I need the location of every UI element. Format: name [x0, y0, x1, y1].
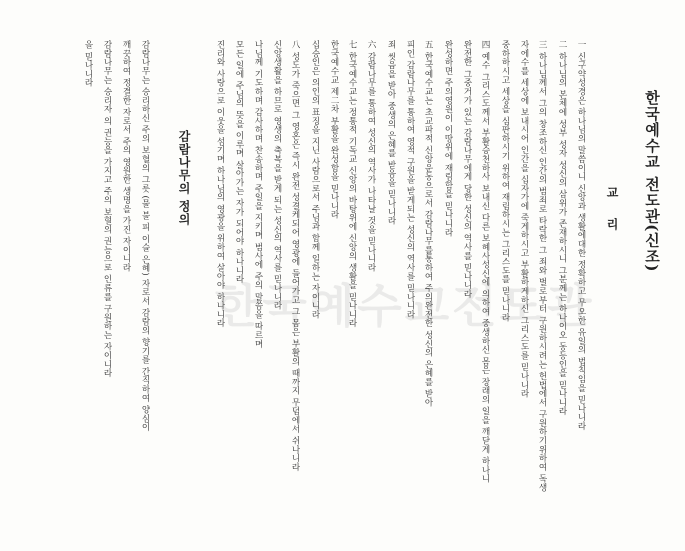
creed-line: 완성하면 주의영원이 이땅위에 재림함을 믿나니라 — [443, 40, 453, 237]
creed-line: 모든 일에 주님의 뜻을 이루며 살아가는 자가 되어야 하나니라 — [234, 40, 244, 284]
creed-line: 죄 씻음을 받아 중생의 은혜를 받음을 믿나니라 — [386, 40, 396, 225]
creed-item-2: 二 하나님의 본체에 성부 성자 성신의 삼위가 존재하시니 그분께는 하나이오 동등인을 믿나니라 — [557, 40, 567, 416]
creed-item-6: 六 감람나무를 통하여 성신의 역사가 나타날 것을 믿나니라 — [366, 40, 376, 272]
definition-line: 깨끗하여 정결한 자로서 주의 영원한 생명을 가진 자이니라 — [121, 40, 131, 272]
creed-item-8: 八 성도가 죽으면 그 영혼은 즉시 완전 성결케되어 영광에 들어가고 그 몸은 부활의 때까지 무덤에서 쉬나니라 — [290, 40, 300, 472]
creed-line: 피인 감람나무를 통하여 영적 구원을 받게되는 성신의 역사를 믿나니라 — [405, 40, 415, 319]
creed-line: 자에수를 세상에 보내시어 인간을 십자가에 죽게하시고 부활하게하신 그리스도를 믿나니라 — [519, 40, 529, 398]
creed-item-1: 一 신구약성경은 하나님의 말씀이니 신앙과 생활에대한 정확하고 무오한 유일의 법칙임을 믿나니라 — [576, 40, 586, 431]
creed-item-5: 五 한국예수교는 초교파적 신앙운동으로서 감람나무를통하여 주의완전한 성신의 은혜를 받아 — [423, 40, 433, 407]
creed-line: 중하하시고 세상을 심판하시기 위하여 재림하시는 그리스도를 믿나니라 — [500, 40, 510, 322]
watermark: 한국예수교전도관 — [215, 279, 595, 333]
definition-heading: 감람나무의 정의 — [177, 130, 191, 227]
creed-item-4: 四 예수 그리스도께서 부활승천하사 보내신 다른 보혜사성신에 의하여 중생하신 몸은 장래의 일을 깨닫게 하나니 — [480, 40, 490, 483]
creed-line: 한국예수교 제二차 부활을 완성함을 믿나니라 — [329, 40, 339, 219]
creed-line: 진리와 사랑으로 이웃을 섬기며 하나님의 영광을 위하여 살아야 하나니라 — [215, 40, 225, 328]
creed-item-3: 三 하나님께서 그의 창조하신 인간의 범죄로 타락한 그 죄와 벌로부터 구원하시려는 헌법에서 구원하기위하여 독생 — [537, 40, 547, 492]
section-title: 교 리 — [605, 186, 619, 239]
definition-line: 을 믿나니라 — [83, 40, 93, 87]
creed-line: 신앙생활을 하므로 영생의 축복을 받게 되는 성신의 역사를 믿나니라 — [272, 40, 282, 310]
creed-line: 십승인은 의인의 표징을 지닌 사람으로서 주님과 함께 일하는 자이니라 — [310, 40, 320, 319]
creed-line: 완전한 그중거가 있는 감람나무에게 당한 성신의 역사를 믿나니라 — [462, 40, 472, 299]
page-title: 한국예수교 전도관(신조) — [643, 90, 661, 273]
definition-line: 감람나무는 승리자 의 권능을 가지고 주의 보혈의 권능으로 인류를 구원하는 자이니라 — [102, 40, 112, 378]
creed-line: 나님께 기도하며 감사하며 찬송하며 주일을 지키며 범사에 주의 말씀을 따르며 — [253, 40, 263, 348]
creed-item-7: 七 한국예수교는 정통적 기독교 신앙의 바탕위에 신앙의 생활을 믿나니라 — [347, 40, 357, 328]
definition-line: 감람나무는 승리하신 주의 보혈의 그릇 (물 불 피 이슬 은혜) 자로서 감람의 향기를 간직하여 양심이 — [140, 40, 150, 432]
